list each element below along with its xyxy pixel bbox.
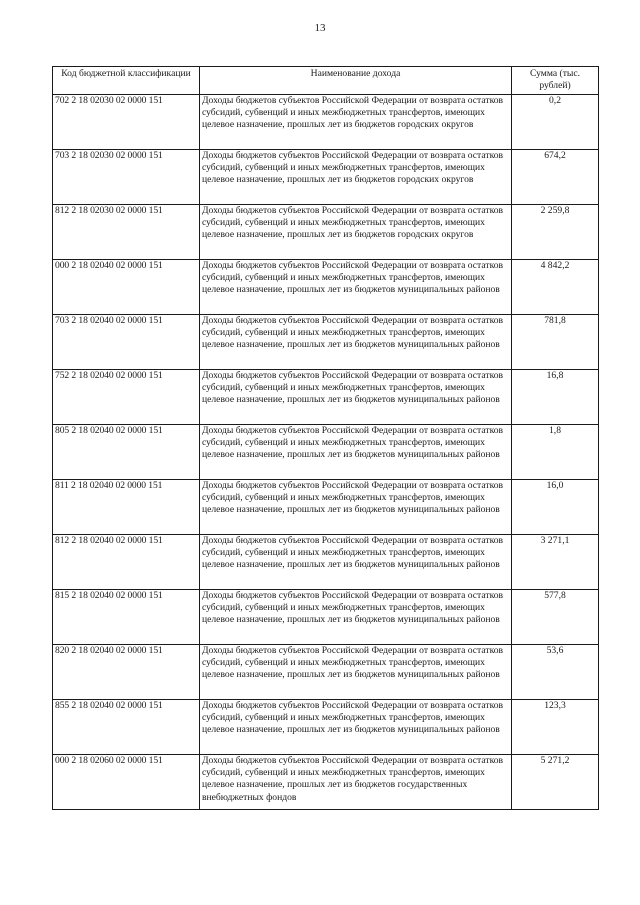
table-header-row bbox=[53, 67, 599, 95]
amount-cell: 3 271,1 bbox=[512, 535, 599, 590]
amount-cell: 4 842,2 bbox=[512, 260, 599, 315]
revenue-name-cell: Доходы бюджетов субъектов Российской Федерации от возврата остатков субсидий, субвенций и иных межбюджетных трансфертов, имеющих целевое назначение, прошлых лет из бюджетов муниципальных районов bbox=[200, 425, 512, 480]
revenue-name-cell: Доходы бюджетов субъектов Российской Федерации от возврата остатков субсидий, субвенций и иных межбюджетных трансфертов, имеющих целевое назначение, прошлых лет из бюджетов муниципальных районов bbox=[200, 645, 512, 700]
header-code: Код бюджетной классификации bbox=[53, 67, 200, 95]
revenue-name-cell: Доходы бюджетов субъектов Российской Федерации от возврата остатков субсидий, субвенций и иных межбюджетных трансфертов, имеющих целевое назначение, прошлых лет из бюджетов муниципальных районов bbox=[200, 260, 512, 315]
budget-code-cell: 811 2 18 02040 02 0000 151 bbox=[53, 480, 200, 535]
amount-cell: 123,3 bbox=[512, 700, 599, 755]
revenue-name-cell: Доходы бюджетов субъектов Российской Федерации от возврата остатков субсидий, субвенций и иных межбюджетных трансфертов, имеющих целевое назначение, прошлых лет из бюджетов городских округов bbox=[200, 95, 512, 150]
table-row bbox=[53, 425, 599, 480]
budget-code-cell: 805 2 18 02040 02 0000 151 bbox=[53, 425, 200, 480]
amount-cell: 781,8 bbox=[512, 315, 599, 370]
budget-code-cell: 703 2 18 02040 02 0000 151 bbox=[53, 315, 200, 370]
budget-code-cell: 820 2 18 02040 02 0000 151 bbox=[53, 645, 200, 700]
table-row bbox=[53, 700, 599, 755]
revenue-name-cell: Доходы бюджетов субъектов Российской Федерации от возврата остатков субсидий, субвенций и иных межбюджетных трансфертов, имеющих целевое назначение, прошлых лет из бюджетов муниципальных районов bbox=[200, 315, 512, 370]
amount-cell: 16,0 bbox=[512, 480, 599, 535]
page-number: 13 bbox=[314, 22, 326, 34]
table-row bbox=[53, 260, 599, 315]
budget-code-cell: 000 2 18 02040 02 0000 151 bbox=[53, 260, 200, 315]
table-row bbox=[53, 755, 599, 810]
table-row bbox=[53, 205, 599, 260]
revenue-name-cell: Доходы бюджетов субъектов Российской Федерации от возврата остатков субсидий, субвенций и иных межбюджетных трансфертов, имеющих целевое назначение, прошлых лет из бюджетов муниципальных районов bbox=[200, 370, 512, 425]
revenue-name-cell: Доходы бюджетов субъектов Российской Федерации от возврата остатков субсидий, субвенций и иных межбюджетных трансфертов, имеющих целевое назначение, прошлых лет из бюджетов государственных внебюджетных фондов bbox=[200, 755, 512, 810]
amount-cell: 5 271,2 bbox=[512, 755, 599, 810]
revenue-name-cell: Доходы бюджетов субъектов Российской Федерации от возврата остатков субсидий, субвенций и иных межбюджетных трансфертов, имеющих целевое назначение, прошлых лет из бюджетов муниципальных районов bbox=[200, 700, 512, 755]
revenue-name-cell: Доходы бюджетов субъектов Российской Федерации от возврата остатков субсидий, субвенций и иных межбюджетных трансфертов, имеющих целевое назначение, прошлых лет из бюджетов городских округов bbox=[200, 150, 512, 205]
budget-code-cell: 812 2 18 02030 02 0000 151 bbox=[53, 205, 200, 260]
header-sum: Сумма (тыс. рублей) bbox=[512, 67, 599, 95]
table-row bbox=[53, 645, 599, 700]
budget-code-cell: 815 2 18 02040 02 0000 151 bbox=[53, 590, 200, 645]
table-row bbox=[53, 590, 599, 645]
table-row bbox=[53, 150, 599, 205]
budget-code-cell: 812 2 18 02040 02 0000 151 bbox=[53, 535, 200, 590]
budget-code-cell: 855 2 18 02040 02 0000 151 bbox=[53, 700, 200, 755]
amount-cell: 53,6 bbox=[512, 645, 599, 700]
table-row bbox=[53, 95, 599, 150]
table-body bbox=[53, 95, 599, 810]
budget-code-cell: 703 2 18 02030 02 0000 151 bbox=[53, 150, 200, 205]
header-name: Наименование дохода bbox=[200, 67, 512, 95]
revenue-name-cell: Доходы бюджетов субъектов Российской Федерации от возврата остатков субсидий, субвенций и иных межбюджетных трансфертов, имеющих целевое назначение, прошлых лет из бюджетов муниципальных районов bbox=[200, 535, 512, 590]
amount-cell: 1,8 bbox=[512, 425, 599, 480]
table-row bbox=[53, 535, 599, 590]
revenue-name-cell: Доходы бюджетов субъектов Российской Федерации от возврата остатков субсидий, субвенций и иных межбюджетных трансфертов, имеющих целевое назначение, прошлых лет из бюджетов муниципальных районов bbox=[200, 480, 512, 535]
table-row bbox=[53, 315, 599, 370]
budget-code-cell: 752 2 18 02040 02 0000 151 bbox=[53, 370, 200, 425]
amount-cell: 2 259,8 bbox=[512, 205, 599, 260]
amount-cell: 577,8 bbox=[512, 590, 599, 645]
revenue-name-cell: Доходы бюджетов субъектов Российской Федерации от возврата остатков субсидий, субвенций и иных межбюджетных трансфертов, имеющих целевое назначение, прошлых лет из бюджетов муниципальных районов bbox=[200, 590, 512, 645]
amount-cell: 674,2 bbox=[512, 150, 599, 205]
amount-cell: 16,8 bbox=[512, 370, 599, 425]
amount-cell: 0,2 bbox=[512, 95, 599, 150]
table-row bbox=[53, 370, 599, 425]
budget-code-cell: 702 2 18 02030 02 0000 151 bbox=[53, 95, 200, 150]
revenue-table bbox=[52, 66, 599, 810]
budget-code-cell: 000 2 18 02060 02 0000 151 bbox=[53, 755, 200, 810]
revenue-name-cell: Доходы бюджетов субъектов Российской Федерации от возврата остатков субсидий, субвенций и иных межбюджетных трансфертов, имеющих целевое назначение, прошлых лет из бюджетов городских округов bbox=[200, 205, 512, 260]
table-row bbox=[53, 480, 599, 535]
